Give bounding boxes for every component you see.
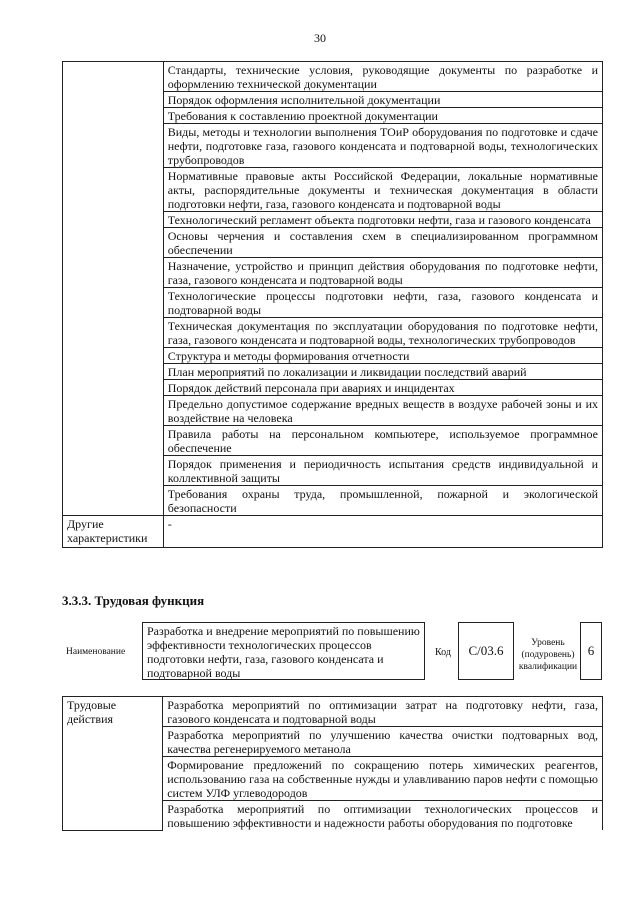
knowledge-item: Порядок применения и периодичность испытания средств индивидуальной и коллективной защиты xyxy=(163,456,602,486)
knowledge-item: Требования охраны труда, промышленной, пожарной и экологической безопасности xyxy=(163,486,602,516)
knowledge-item: Назначение, устройство и принцип действия оборудования по подготовке нефти, газа, газового конденсата и подтоварной воды xyxy=(163,258,602,288)
knowledge-item: Структура и методы формирования отчетности xyxy=(163,348,602,364)
knowledge-item: Технологический регламент объекта подготовки нефти, газа и газового конденсата xyxy=(163,212,602,228)
knowledge-item: Основы черчения и составления схем в специализированном программном обеспечении xyxy=(163,228,602,258)
knowledge-table xyxy=(62,61,603,548)
table-row xyxy=(63,697,603,727)
section-title: 3.3.3. Трудовая функция xyxy=(62,593,205,608)
knowledge-item: Технологические процессы подготовки нефти, газа, газового конденсата и подтоварной воды xyxy=(163,288,602,318)
page-number: 30 xyxy=(314,31,326,45)
knowledge-item: Виды, методы и технологии выполнения ТОиР оборудования по подготовке и сдаче нефти, подготовке газа, газового конденсата и подтоварной воды, технологических трубопроводов xyxy=(163,124,602,168)
knowledge-item: Правила работы на персональном компьютере, используемое программное обеспечение xyxy=(163,426,602,456)
table-row xyxy=(63,516,603,548)
other-characteristics-label: Другие характеристики xyxy=(63,516,164,548)
knowledge-item: План мероприятий по локализации и ликвидации последствий аварий xyxy=(163,364,602,380)
name-value: Разработка и внедрение мероприятий по повышению эффективности технологических процессов подготовки нефти, газа, газового конденсата и подтоварной воды xyxy=(142,622,425,680)
knowledge-item: Нормативные правовые акты Российской Федерации, локальные нормативные акты, распорядительные документы и техническая документация в области подготовки нефти, газа, газового конденсата и подтоварной воды xyxy=(163,168,602,212)
knowledge-item: Предельно допустимое содержание вредных веществ в воздухе рабочей зоны и их воздействие на человека xyxy=(163,396,602,426)
level-value: 6 xyxy=(580,622,602,680)
other-characteristics-value: - xyxy=(163,516,602,548)
name-label: Наименование xyxy=(66,647,126,657)
knowledge-item: Техническая документация по эксплуатации оборудования по подготовке нефти, газа, газового конденсата и подтоварной воды, технологических трубопроводов xyxy=(163,318,602,348)
labor-actions-table xyxy=(62,696,603,831)
knowledge-item: Порядок оформления исполнительной документации xyxy=(163,92,602,108)
code-value: C/03.6 xyxy=(458,622,514,680)
empty-label-cell xyxy=(63,62,164,516)
knowledge-item: Требования к составлению проектной документации xyxy=(163,108,602,124)
code-label: Код xyxy=(435,647,451,658)
labor-actions-label: Трудовые действия xyxy=(63,697,163,831)
labor-action-item: Формирование предложений по сокращению потерь химических реагентов, использованию газа на собственные нужды и улавливанию паров нефти с помощью систем УЛФ углеводородов xyxy=(163,757,603,801)
table-row xyxy=(63,62,603,92)
level-label: Уровень (подуровень) квалификации xyxy=(518,638,578,672)
knowledge-item: Порядок действий персонала при авариях и инцидентах xyxy=(163,380,602,396)
labor-action-item: Разработка мероприятий по оптимизации технологических процессов и повышению эффективности и надежности работы оборудования по подготовке xyxy=(163,801,603,831)
labor-action-item: Разработка мероприятий по оптимизации затрат на подготовку нефти, газа, газового конденсата и подтоварной воды xyxy=(163,697,603,727)
labor-action-item: Разработка мероприятий по улучшению качества очистки подтоварных вод, качества регенерируемого метанола xyxy=(163,727,603,757)
knowledge-item: Стандарты, технические условия, руководящие документы по разработке и оформлению технической документации xyxy=(163,62,602,92)
